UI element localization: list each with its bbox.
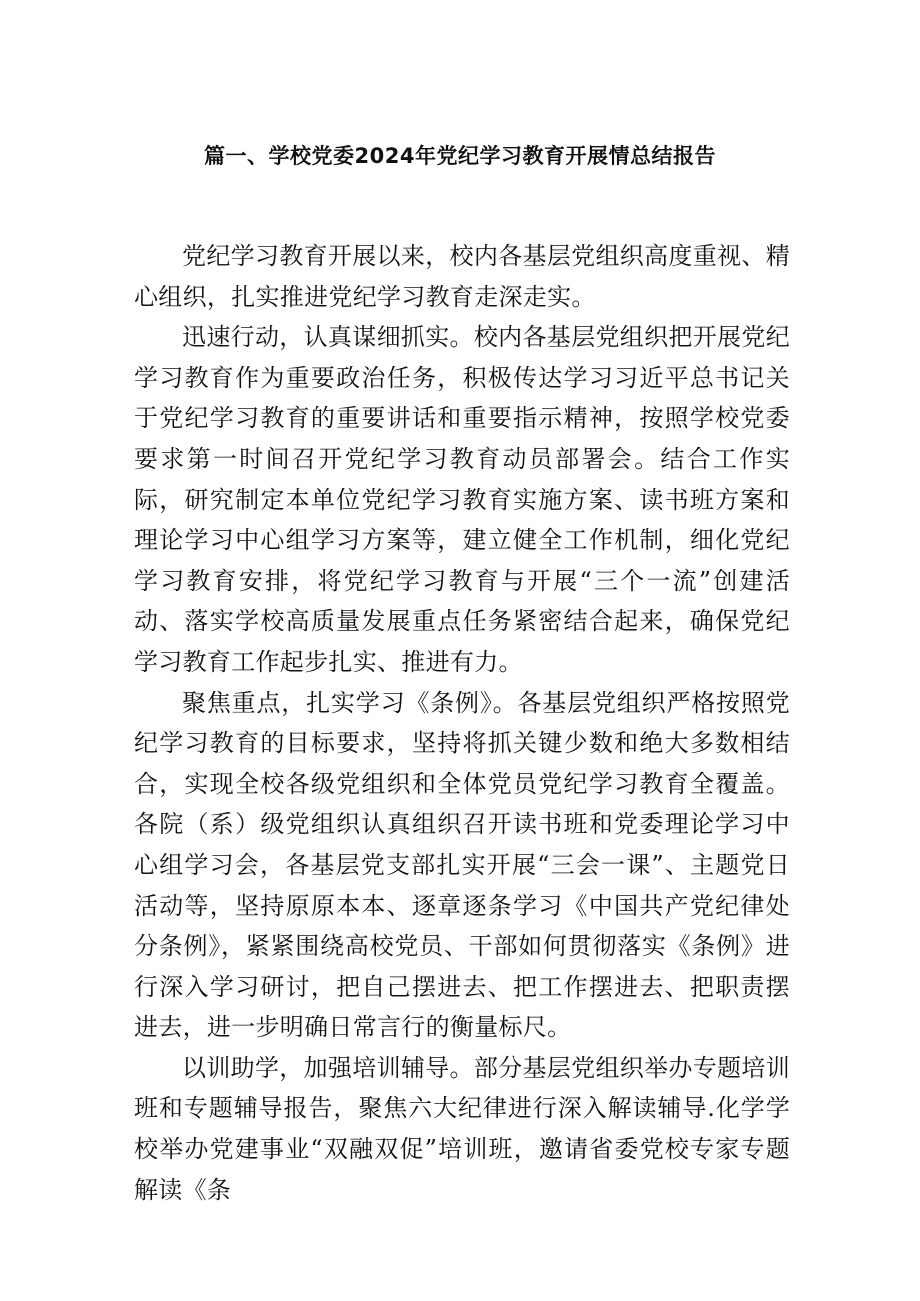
document-body <box>134 236 790 1210</box>
paragraph-rapid-action: 迅速行动，认真谋细抓实。校内各基层党组织把开展党纪学习教育作为重要政治任务，积极传达学习习近平总书记关于党纪学习教育的重要讲话和重要指示精神，按照学校党委要求第一时间召开党纪学习教育动员部署会。结合工作实际，研究制定本单位党纪学习教育实施方案、读书班方案和理论学习中心组学习方案等，建立健全工作机制，细化党纪学习教育安排，将党纪学习教育与开展“三个一流”创建活动、落实学校高质量发展重点任务紧密结合起来，确保党纪学习教育工作起步扎实、推进有力。 <box>134 323 790 676</box>
paragraph-training: 以训助学，加强培训辅导。部分基层党组织举办专题培训班和专题辅导报告，聚焦六大纪律进行深入解读辅导.化学学校举办党建事业“双融双促”培训班，邀请省委党校专家专题解读《条 <box>134 1053 790 1204</box>
document-title: 篇一、学校党委2024年党纪学习教育开展情总结报告 <box>204 144 716 168</box>
paragraph-focus-regulations: 聚焦重点，扎实学习《条例》。各基层党组织严格按照党纪学习教育的目标要求，坚持将抓关键少数和绝大多数相结合，实现全校各级党组织和全体党员党纪学习教育全覆盖。各院（系）级党组织认真组织召开读书班和党委理论学习中心组学习会，各基层党支部扎实开展“三会一课”、主题党日活动等，坚持原原本本、逐章逐条学习《中国共产党纪律处分条例》，紧紧围绕高校党员、干部如何贯彻落实《条例》进行深入学习研讨，把自己摆进去、把工作摆进去、把职责摆进去，进一步明确日常言行的衡量标尺。 <box>134 688 790 1042</box>
paragraph-intro: 党纪学习教育开展以来，校内各基层党组织高度重视、精心组织，扎实推进党纪学习教育走深走实。 <box>134 242 790 311</box>
